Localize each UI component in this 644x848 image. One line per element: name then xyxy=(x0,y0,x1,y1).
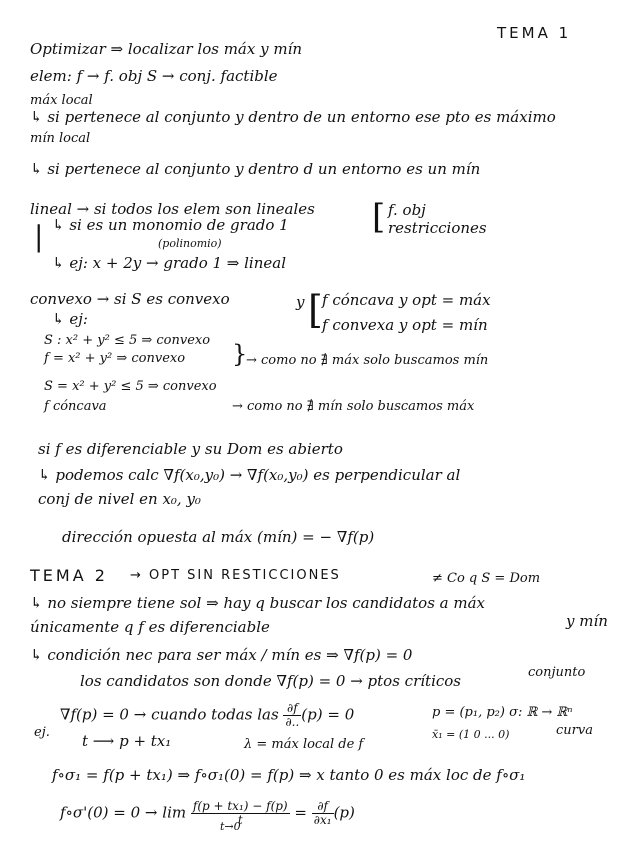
partial-fraction xyxy=(312,800,334,827)
note-line: restricciones xyxy=(388,219,487,237)
note-line: x̄₁ = (1 0 ... 0) xyxy=(432,728,510,741)
note-line: → como no ∄ máx solo buscamos mín xyxy=(246,353,489,368)
note-line: lineal → si todos los elem son lineales xyxy=(30,200,315,218)
note-line: ↳ condición nec para ser máx / mín es ⇒ ∇f(p) = 0 xyxy=(30,646,413,664)
tema2-subtitle: → OPT SIN RESTICCIONES xyxy=(130,568,341,583)
note-line: f cóncava xyxy=(44,399,107,414)
vertical-bracket: | xyxy=(34,220,44,253)
left-brace: [ xyxy=(372,197,386,237)
note-line: ≠ Co q S = Dom xyxy=(432,571,541,586)
note-line: t ⟶ p + tx₁ xyxy=(82,732,172,750)
note-line: ↳ ej: x + 2y → grado 1 ⇒ lineal xyxy=(52,254,287,272)
note-line: y mín xyxy=(566,612,608,630)
note-line: ↳ si pertenece al conjunto y dentro d un entorno es un mín xyxy=(30,160,481,178)
note-line: f cóncava y opt = máx xyxy=(322,291,491,309)
fraction-numerator: ∂f xyxy=(312,800,334,814)
note-line: ↳ ej: xyxy=(52,310,88,328)
note-line xyxy=(60,800,355,827)
note-line: f∘σ₁ = f(p + tx₁) ⇒ f∘σ₁(0) = f(p) ⇒ x tanto 0 es máx loc de f∘σ₁ xyxy=(52,766,526,784)
fraction-numerator: ∂f xyxy=(283,702,301,716)
note-line: si f es diferenciable y su Dom es abierto xyxy=(38,440,343,458)
note-line: convexo → si S es convexo xyxy=(30,290,230,308)
note-line: Optimizar ⇒ localizar los máx y mín xyxy=(30,40,303,58)
note-line: dirección opuesta al máx (mín) = − ∇f(p) xyxy=(62,528,375,546)
note-line: ↳ si pertenece al conjunto y dentro de un entorno ese pto es máximo xyxy=(30,108,556,126)
note-line: elem: f → f. obj S → conj. factible xyxy=(30,67,278,85)
note-line: conjunto xyxy=(528,665,586,680)
note-line: (polinomio) xyxy=(158,237,222,250)
fraction-denominator: t xyxy=(237,813,243,827)
tema2-heading: TEMA 2 xyxy=(30,566,108,585)
note-line: → como no ∄ mín solo buscamos máx xyxy=(232,399,475,414)
note-line: p = (p₁, p₂) σ: ℝ → ℝⁿ xyxy=(432,705,573,720)
tema1-heading: TEMA 1 xyxy=(497,24,572,42)
note-line: mín local xyxy=(30,131,91,146)
note-line: ej. xyxy=(34,725,50,740)
note-line: únicamente q f es diferenciable xyxy=(30,618,270,636)
note-line: ↳ podemos calc ∇f(x₀,y₀) → ∇f(x₀,y₀) es perpendicular al xyxy=(38,466,461,484)
note-line: λ = máx local de f xyxy=(244,737,364,752)
note-line: curva xyxy=(556,723,593,738)
partial-fraction xyxy=(283,702,301,729)
note-text: (p) = 0 xyxy=(301,705,355,724)
note-line: ↳ no siempre tiene sol ⇒ hay q buscar los candidatos a máx xyxy=(30,594,486,612)
note-line: f. obj xyxy=(388,201,426,219)
note-line: y xyxy=(296,293,305,311)
left-brace: [ xyxy=(308,288,323,332)
note-line: S = x² + y² ≤ 5 ⇒ convexo xyxy=(44,379,217,394)
note-line: ↳ si es un monomio de grado 1 xyxy=(52,216,289,234)
note-line: f = x² + y² ⇒ convexo xyxy=(44,351,186,366)
right-brace: } xyxy=(232,340,248,368)
note-text: (p) xyxy=(333,803,355,822)
note-line: f convexa y opt = mín xyxy=(322,316,488,334)
note-text: f∘σ'(0) = 0 → lim xyxy=(60,803,187,822)
note-line: máx local xyxy=(30,93,93,108)
fraction-denominator: ∂.. xyxy=(285,715,300,729)
note-line xyxy=(60,702,354,729)
note-line: conj de nivel en x₀, y₀ xyxy=(38,490,201,508)
fraction-denominator: ∂x₁ xyxy=(313,813,332,827)
fraction-numerator: f(p + tx₁) − f(p) xyxy=(192,799,288,813)
note-line: los candidatos son donde ∇f(p) = 0 → ptos críticos xyxy=(80,672,461,690)
note-text: = xyxy=(294,803,307,822)
note-line: S : x² + y² ≤ 5 ⇒ convexo xyxy=(44,333,211,348)
note-line: t→0 xyxy=(220,820,241,833)
note-text: ∇f(p) = 0 → cuando todas las xyxy=(60,705,279,724)
